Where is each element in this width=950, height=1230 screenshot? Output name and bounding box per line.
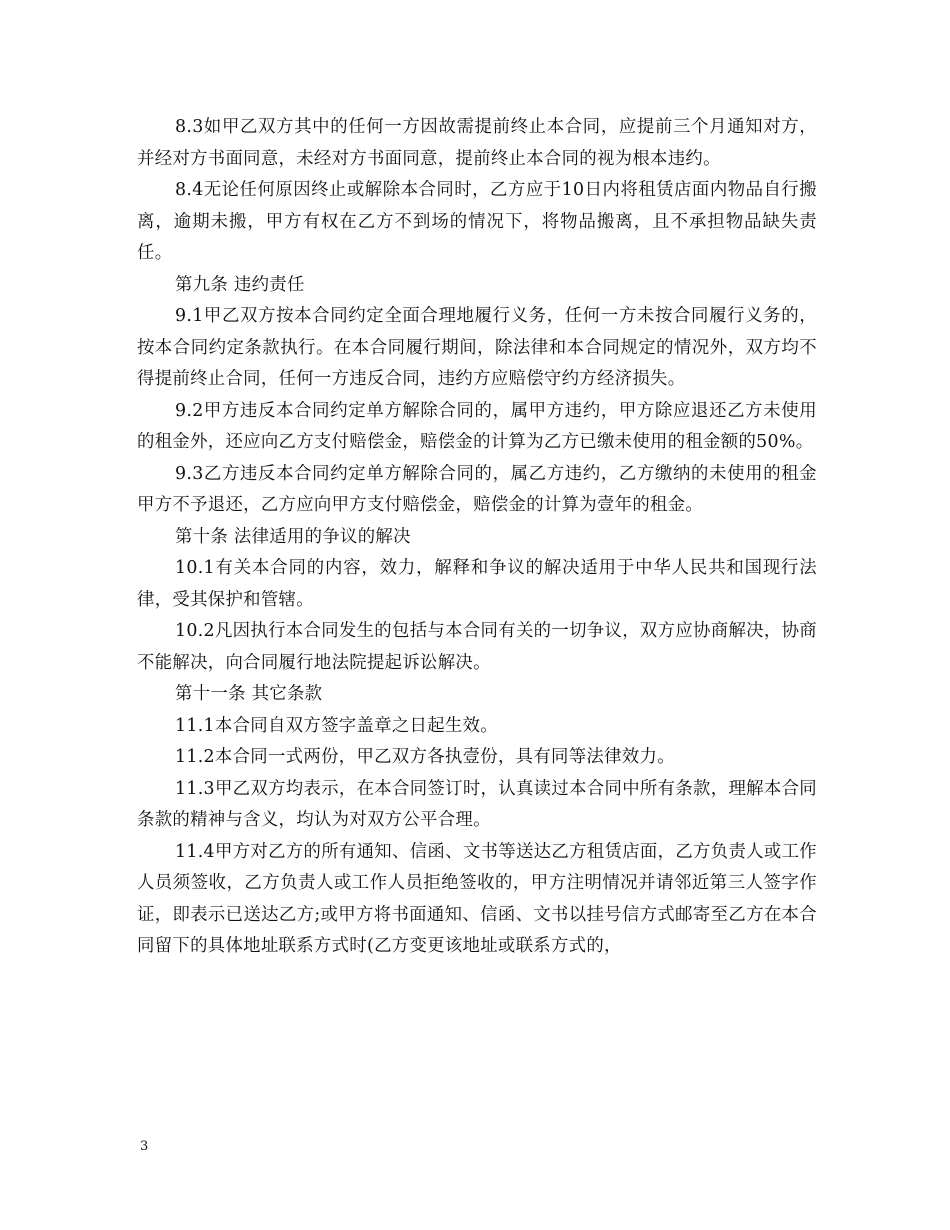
clause-11-2: 11.2本合同一式两份，甲乙双方各执壹份，具有同等法律效力。 (175, 747, 675, 767)
document-body (137, 112, 817, 963)
article-10-heading: 第十条 法律适用的争议的解决 (175, 526, 411, 547)
clause-9-1: 9.1甲乙双方按本合同约定全面合理地履行义务，任何一方未按合同履行义务的，按本合同约定条款执行。在本合同履行期间，除法律和本合同规定的情况外，双方均不得提前终止合同，任何一方违反合同，违约方应赔偿守约方经济损失。 (137, 306, 817, 389)
clause-9-2: 9.2甲方违反本合同约定单方解除合同的，属甲方违约，甲方除应退还乙方未使用的租金外，还应向乙方支付赔偿金，赔偿金的计算为乙方已缴未使用的租金额的50%。 (137, 400, 817, 452)
clause-10-2: 10.2凡因执行本合同发生的包括与本合同有关的一切争议，双方应协商解决，协商不能解决，向合同履行地法院提起诉讼解决。 (137, 621, 817, 673)
page-number: 3 (140, 1139, 149, 1154)
clause-11-1: 11.1本合同自双方签字盖章之日起生效。 (175, 715, 498, 736)
clause-11-4: 11.4甲方对乙方的所有通知、信函、文书等送达乙方租赁店面，乙方负责人或工作人员须签收，乙方负责人或工作人员拒绝签收的，甲方注明情况并请邻近第三人签字作证，即表示已送达乙方;或甲方将书面通知、信函、文书以挂号信方式邮寄至乙方在本合同留下的具体地址联系方式时(乙方变更该地址或联系方式的， (137, 841, 817, 956)
clause-9-3: 9.3乙方违反本合同约定单方解除合同的，属乙方违约，乙方缴纳的未使用的租金甲方不予退还，乙方应向甲方支付赔偿金，赔偿金的计算为壹年的租金。 (137, 463, 817, 515)
clause-8-4: 8.4无论任何原因终止或解除本合同时，乙方应于10日内将租赁店面内物品自行搬离，逾期未搬，甲方有权在乙方不到场的情况下，将物品搬离，且不承担物品缺失责任。 (137, 180, 817, 263)
article-11-heading: 第十一条 其它条款 (175, 684, 323, 704)
clause-8-3: 8.3如甲乙双方其中的任何一方因故需提前终止本合同，应提前三个月通知对方，并经对方书面同意，未经对方书面同意，提前终止本合同的视为根本违约。 (137, 117, 817, 169)
article-9-heading: 第九条 违约责任 (175, 274, 305, 295)
clause-11-3: 11.3甲乙双方均表示，在本合同签订时，认真读过本合同中所有条款，理解本合同条款的精神与含义，均认为对双方公平合理。 (137, 778, 817, 830)
clause-10-1: 10.1有关本合同的内容，效力，解释和争议的解决适用于中华人民共和国现行法律，受其保护和管辖。 (137, 558, 817, 610)
